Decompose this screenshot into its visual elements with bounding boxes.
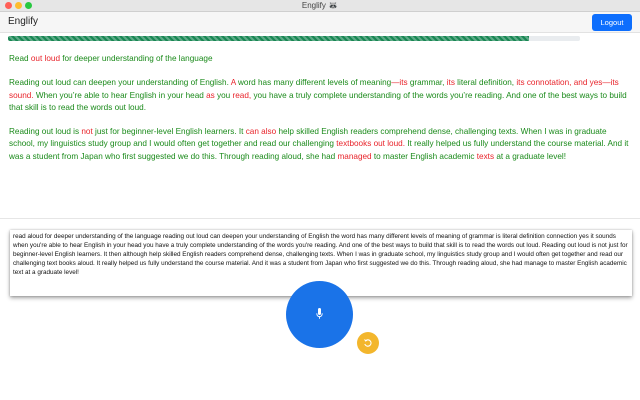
reading-passage	[9, 53, 633, 175]
logout-button[interactable]: Logout	[592, 14, 632, 31]
incorrect-segment: —its	[391, 78, 408, 88]
correct-segment: Reading out loud is	[9, 127, 82, 137]
incorrect-segment: texts	[476, 151, 495, 161]
navbar	[0, 12, 640, 33]
incorrect-segment: as	[206, 90, 215, 100]
incorrect-segment: its connotation, and yes—its sound.	[9, 78, 619, 100]
reading-paragraph	[9, 77, 633, 114]
correct-segment: you have a truly complete understanding of the words you’re reading. And one of the best ways to build that skill is to read the words out loud.	[9, 90, 627, 112]
microphone-icon	[316, 308, 323, 320]
correct-segment: to master English academic	[371, 151, 477, 161]
reset-icon	[363, 338, 373, 348]
speech-transcript: read aloud for deeper understanding of the language reading out loud can deepen your understanding of English the word has many different levels of meaning of grammar is literal definition connection yes it sounds when you're able to hear English in your head you have a truly complete understanding of the words you're reading. And one of the best ways to build that skill is to read the words out loud. Reading out loud is not just for beginner-level English learners. It then although help skilled English readers comprehend dense, challenging texts. When I was in graduate school, my linguistics study group and I would often get together and read our challenging text books aloud. It really helped us fully understand the course material. And it was a student from Japan who first suggested we do this. Through reading aloud, she had manage to master English academic text at a graduate level!	[10, 230, 632, 296]
incorrect-segment: not	[81, 127, 93, 137]
correct-segment: grammar,	[407, 78, 447, 88]
reading-paragraph	[9, 53, 633, 65]
correct-segment: Reading out loud can deepen your understanding of English.	[9, 78, 231, 88]
correct-segment: literal definition,	[454, 78, 517, 88]
correct-segment: word has many different levels of meaning	[235, 78, 392, 88]
incorrect-segment: its	[446, 78, 455, 88]
correct-segment: When you’re able to hear English in your head	[33, 90, 207, 100]
progress-fill	[8, 36, 529, 41]
correct-segment: for deeper understanding of the language	[60, 54, 213, 63]
incorrect-segment: out loud	[30, 54, 60, 63]
correct-segment: Read	[9, 54, 31, 63]
incorrect-segment: managed	[337, 151, 372, 161]
correct-segment: help skilled English readers comprehend dense, challenging texts. When I was in graduate school, my linguistics study group and I would often get together and read our challenging	[9, 127, 607, 149]
correct-segment: just for beginner-level English learners. It	[92, 127, 246, 137]
correct-segment: at a graduate level!	[494, 151, 566, 161]
incorrect-segment: A	[230, 78, 236, 88]
title-bar	[0, 0, 640, 12]
correct-segment: you	[214, 90, 233, 100]
divider	[0, 218, 640, 219]
window-title: Englify 🦝	[301, 1, 339, 10]
correct-segment: It really helped us fully understand the course material. And it was a student from Japan who first suggested we do this. Through reading aloud, she had	[9, 139, 629, 161]
reading-paragraph	[9, 126, 633, 163]
incorrect-segment: textbooks out loud.	[336, 139, 405, 149]
incorrect-segment: read,	[232, 90, 252, 100]
record-button[interactable]	[286, 281, 353, 348]
reading-progress-bar	[8, 36, 580, 41]
incorrect-segment: can also	[245, 127, 277, 137]
reset-button[interactable]	[357, 332, 379, 354]
brand: Englify	[8, 16, 39, 27]
